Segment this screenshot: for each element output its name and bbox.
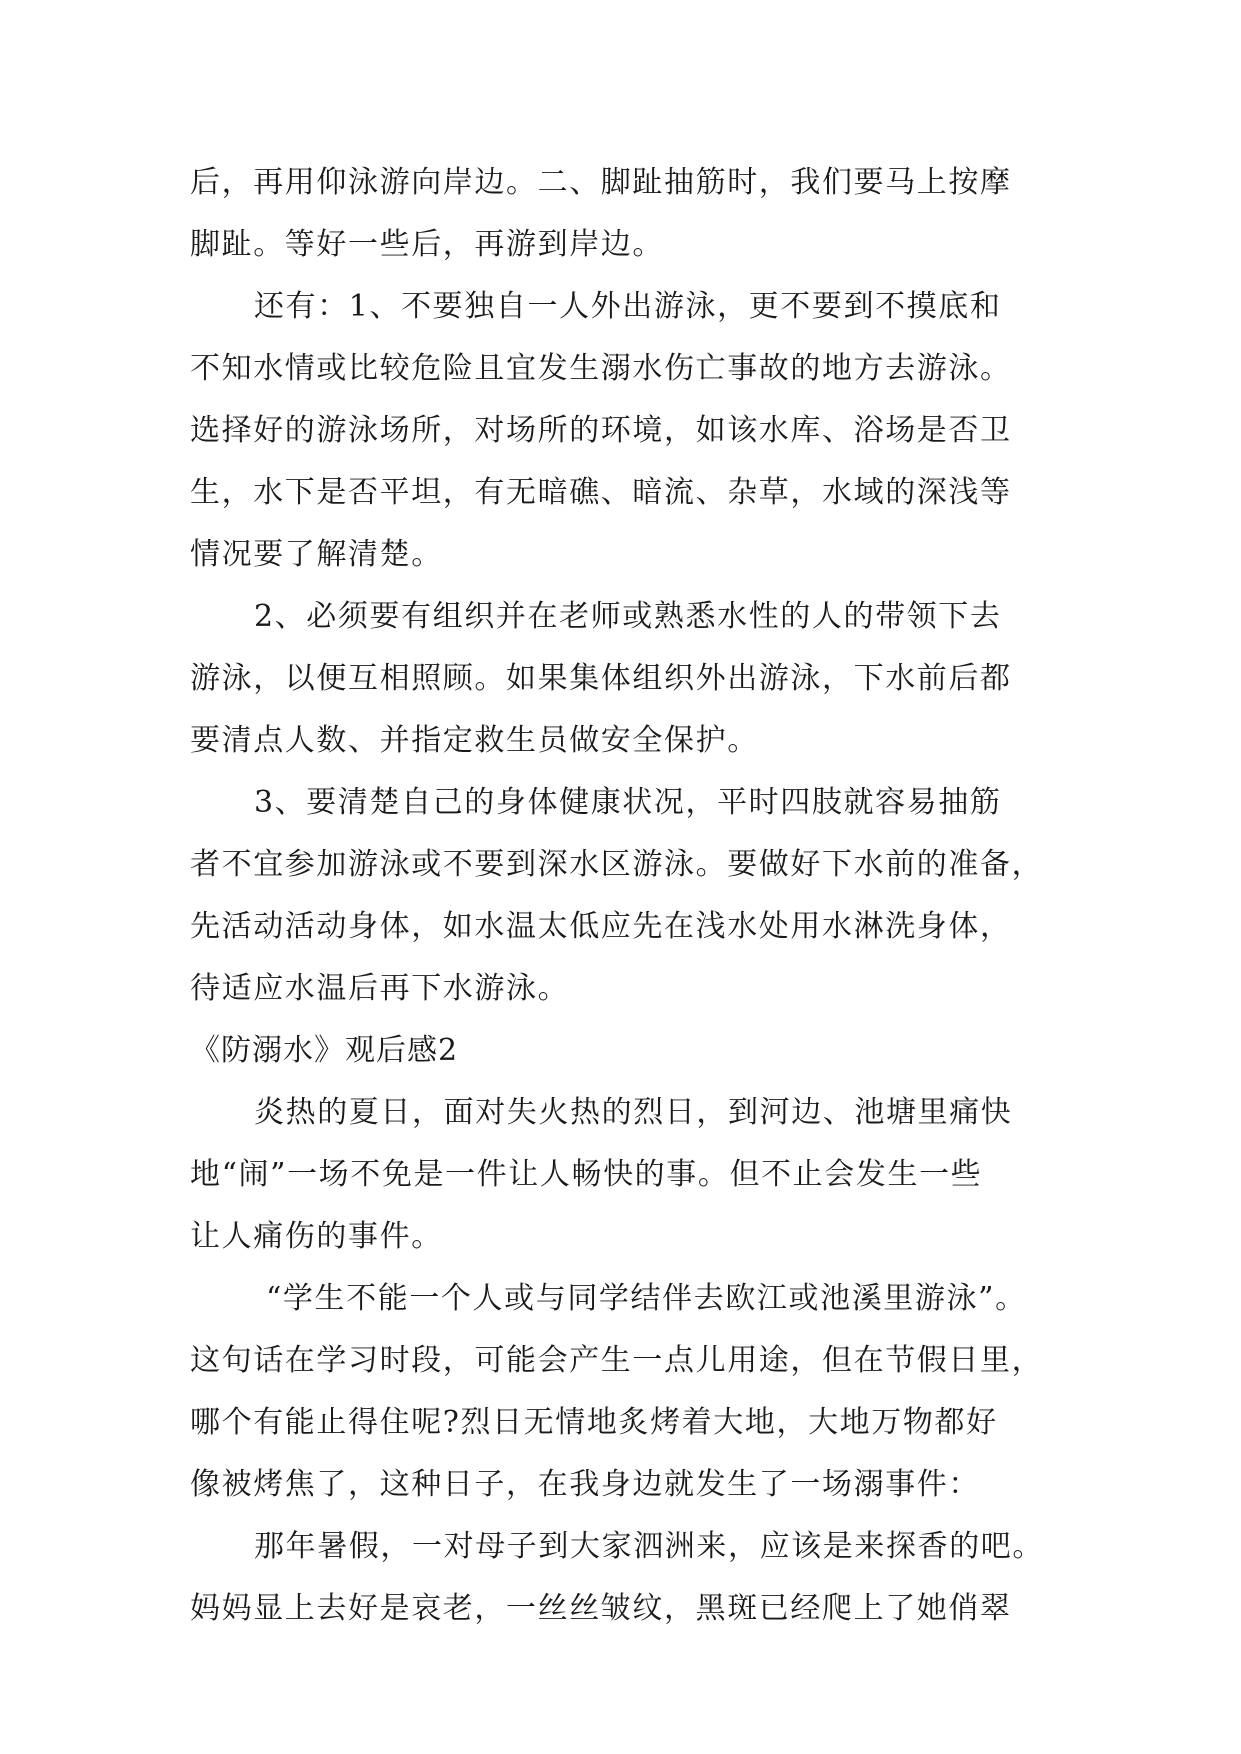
paragraph-start: 2、必须要有组织并在老师或熟悉水性的人的带领下去 [254, 599, 1002, 634]
text-line: 选择好的游泳场所，对场所的环境，如该水库、浴场是否卫 [190, 413, 1012, 448]
text-line: 这句话在学习时段，可能会产生一点儿用途，但在节假日里， [190, 1343, 1044, 1378]
text-line: 不知水情或比较危险且宜发生溺水伤亡事故的地方去游泳。 [190, 351, 1012, 386]
text-line: 情况要了解清楚。 [190, 537, 443, 572]
paragraph-start: “学生不能一个人或与同学结伴去欧江或池溪里游泳”。 [266, 1281, 1027, 1316]
paragraph-start: 3、要清楚自己的身体健康状况，平时四肢就容易抽筋 [254, 785, 1002, 820]
text-line: 游泳，以便互相照顾。如果集体组织外出游泳，下水前后都 [190, 661, 1012, 696]
text-line: 待适应水温后再下水游泳。 [190, 971, 570, 1006]
document-page [190, 152, 1060, 1640]
text-line: 要清点人数、并指定救生员做安全保护。 [190, 723, 759, 758]
text-line: 像被烤焦了，这种日子，在我身边就发生了一场溺事件： [190, 1467, 980, 1502]
paragraph-start: 还有：1、不要独自一人外出游泳，更不要到不摸底和 [254, 289, 1002, 324]
paragraph-start: 炎热的夏日，面对失火热的烈日，到河边、池塘里痛快 [254, 1095, 1013, 1130]
section-heading: 《防溺水》观后感2 [190, 1033, 459, 1068]
text-line: 地“闹”一场不免是一件让人畅快的事。但不止会发生一些 [190, 1157, 983, 1192]
text-line: 后，再用仰泳游向岸边。二、脚趾抽筋时，我们要马上按摩 [190, 165, 1012, 200]
text-line: 生，水下是否平坦，有无暗礁、暗流、杂草，水域的深浅等 [190, 475, 1012, 510]
text-line: 妈妈显上去好是哀老，一丝丝皱纹，黑斑已经爬上了她俏翠 [190, 1591, 1012, 1626]
text-line: 哪个有能止得住呢?烈日无情地炙烤着大地，大地万物都好 [190, 1405, 998, 1440]
text-line: 先活动活动身体，如水温太低应先在浅水处用水淋洗身体， [190, 909, 1012, 944]
paragraph-start: 那年暑假，一对母子到大家泗洲来，应该是来探香的吧。 [254, 1529, 1044, 1564]
text-line: 者不宜参加游泳或不要到深水区游泳。要做好下水前的准备， [190, 847, 1044, 882]
text-line: 脚趾。等好一些后，再游到岸边。 [190, 227, 664, 262]
text-line: 让人痛伤的事件。 [190, 1219, 443, 1254]
